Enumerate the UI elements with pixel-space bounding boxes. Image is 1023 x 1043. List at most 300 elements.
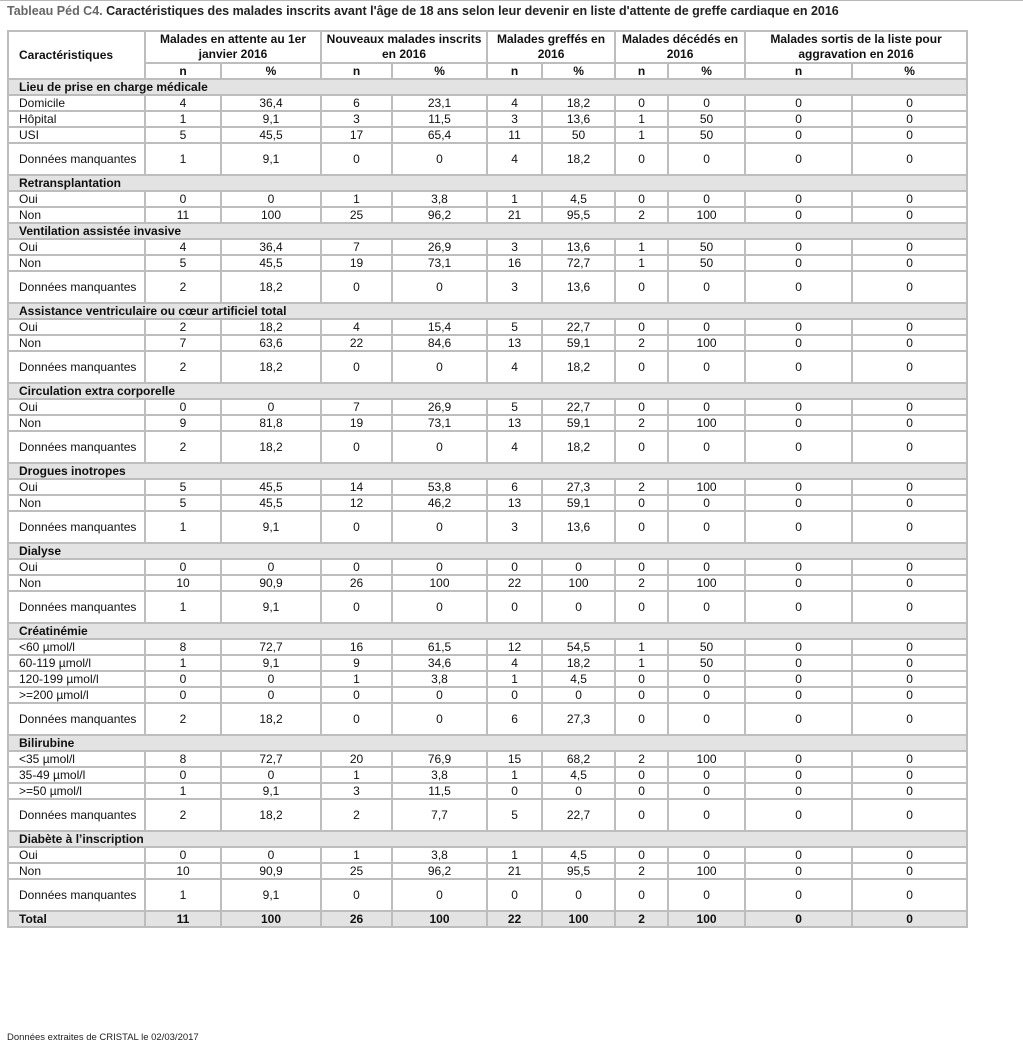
subheader-percent: % — [392, 63, 487, 79]
header-group: Nouveaux malades inscrits en 2016 — [321, 31, 487, 63]
section-title: Dialyse — [8, 543, 967, 559]
cell-n: 5 — [145, 479, 221, 495]
cell-n: 3 — [321, 783, 392, 799]
cell-percent: 18,2 — [221, 431, 321, 463]
cell-n: 0 — [745, 271, 852, 303]
row-label: Non — [8, 575, 145, 591]
cell-percent: 59,1 — [542, 495, 615, 511]
cell-percent: 50 — [668, 111, 745, 127]
cell-percent: 81,8 — [221, 415, 321, 431]
section-title: Créatinémie — [8, 623, 967, 639]
cell-percent: 100 — [668, 479, 745, 495]
cell-n: 4 — [487, 351, 542, 383]
cell-percent: 0 — [668, 847, 745, 863]
cell-n: 16 — [321, 639, 392, 655]
cell-n: 0 — [745, 847, 852, 863]
cell-n: 0 — [615, 191, 668, 207]
row-label: Données manquantes — [8, 591, 145, 623]
cell-n: 2 — [321, 799, 392, 831]
cell-n: 7 — [321, 239, 392, 255]
footer-note: Données extraites de CRISTAL le 02/03/2017 — [7, 1032, 199, 1043]
cell-n: 3 — [487, 511, 542, 543]
cell-percent: 9,1 — [221, 591, 321, 623]
cell-n: 0 — [615, 511, 668, 543]
cell-percent: 18,2 — [542, 431, 615, 463]
cell-n: 0 — [745, 879, 852, 911]
cell-percent: 95,5 — [542, 863, 615, 879]
table-row — [8, 431, 967, 463]
cell-percent: 0 — [668, 399, 745, 415]
cell-n: 0 — [745, 319, 852, 335]
table-row — [8, 111, 967, 127]
table-row — [8, 671, 967, 687]
row-label: 120-199 µmol/l — [8, 671, 145, 687]
cell-percent: 90,9 — [221, 575, 321, 591]
cell-n: 0 — [745, 207, 852, 223]
cell-percent: 0 — [852, 255, 967, 271]
cell-n: 1 — [321, 767, 392, 783]
cell-n: 8 — [145, 751, 221, 767]
cell-percent: 0 — [221, 671, 321, 687]
cell-percent: 100 — [668, 863, 745, 879]
cell-percent: 0 — [852, 127, 967, 143]
cell-n: 0 — [487, 687, 542, 703]
cell-percent: 0 — [852, 351, 967, 383]
cell-n: 0 — [145, 559, 221, 575]
cell-percent: 0 — [668, 591, 745, 623]
cell-percent: 0 — [668, 431, 745, 463]
row-label: 35-49 µmol/l — [8, 767, 145, 783]
cell-n: 2 — [615, 415, 668, 431]
cell-n: 0 — [615, 703, 668, 735]
cell-n: 22 — [321, 335, 392, 351]
cell-percent: 0 — [221, 687, 321, 703]
cell-n: 11 — [145, 207, 221, 223]
table-row — [8, 591, 967, 623]
table-row — [8, 271, 967, 303]
cell-percent: 4,5 — [542, 767, 615, 783]
row-label: 60-119 µmol/l — [8, 655, 145, 671]
cell-n: 7 — [145, 335, 221, 351]
cell-percent: 0 — [852, 399, 967, 415]
cell-n: 1 — [487, 847, 542, 863]
cell-n: 1 — [321, 847, 392, 863]
table-row — [8, 239, 967, 255]
cell-percent: 0 — [668, 687, 745, 703]
cell-percent: 0 — [392, 143, 487, 175]
cell-percent: 18,2 — [542, 351, 615, 383]
cell-percent: 13,6 — [542, 271, 615, 303]
cell-n: 4 — [487, 431, 542, 463]
table-title — [7, 4, 839, 18]
cell-n: 9 — [145, 415, 221, 431]
row-label: Non — [8, 335, 145, 351]
table-row — [8, 783, 967, 799]
cell-n: 0 — [745, 783, 852, 799]
cell-n: 0 — [487, 559, 542, 575]
cell-percent: 0 — [668, 143, 745, 175]
cell-percent: 36,4 — [221, 95, 321, 111]
cell-n: 0 — [321, 143, 392, 175]
cell-percent: 0 — [668, 879, 745, 911]
table-row — [8, 127, 967, 143]
cell-percent: 0 — [668, 783, 745, 799]
cell-percent: 0 — [852, 639, 967, 655]
cell-percent: 46,2 — [392, 495, 487, 511]
cell-n: 0 — [745, 671, 852, 687]
cell-percent: 0 — [668, 95, 745, 111]
cell-percent: 18,2 — [542, 143, 615, 175]
cell-n: 0 — [745, 255, 852, 271]
row-label: Oui — [8, 319, 145, 335]
total-n: 22 — [487, 911, 542, 927]
cell-percent: 59,1 — [542, 335, 615, 351]
row-label: Hôpital — [8, 111, 145, 127]
cell-n: 2 — [615, 575, 668, 591]
cell-percent: 18,2 — [221, 703, 321, 735]
cell-percent: 0 — [392, 271, 487, 303]
cell-n: 0 — [615, 879, 668, 911]
cell-n: 0 — [321, 703, 392, 735]
cell-n: 0 — [615, 847, 668, 863]
subheader-n: n — [745, 63, 852, 79]
cell-percent: 59,1 — [542, 415, 615, 431]
cell-percent: 0 — [852, 671, 967, 687]
cell-percent: 9,1 — [221, 143, 321, 175]
cell-n: 0 — [745, 703, 852, 735]
cell-percent: 13,6 — [542, 111, 615, 127]
row-label: Non — [8, 207, 145, 223]
row-label: Domicile — [8, 95, 145, 111]
cell-percent: 0 — [392, 879, 487, 911]
cell-n: 0 — [745, 575, 852, 591]
cell-n: 0 — [745, 191, 852, 207]
cell-n: 19 — [321, 255, 392, 271]
cell-percent: 13,6 — [542, 511, 615, 543]
cell-percent: 0 — [392, 559, 487, 575]
cell-n: 0 — [321, 559, 392, 575]
row-label: >=50 µmol/l — [8, 783, 145, 799]
cell-percent: 96,2 — [392, 863, 487, 879]
table-row — [8, 415, 967, 431]
section-title: Drogues inotropes — [8, 463, 967, 479]
cell-n: 2 — [145, 431, 221, 463]
cell-percent: 0 — [852, 655, 967, 671]
cell-n: 1 — [145, 111, 221, 127]
table-row — [8, 847, 967, 863]
cell-percent: 76,9 — [392, 751, 487, 767]
subheader-percent: % — [221, 63, 321, 79]
cell-percent: 34,6 — [392, 655, 487, 671]
table-row — [8, 751, 967, 767]
cell-n: 1 — [615, 239, 668, 255]
cell-n: 25 — [321, 863, 392, 879]
table-row — [8, 559, 967, 575]
table-row — [8, 495, 967, 511]
cell-n: 2 — [615, 335, 668, 351]
cell-n: 1 — [487, 767, 542, 783]
section-header-row — [8, 175, 967, 191]
table-row — [8, 511, 967, 543]
row-label: Oui — [8, 399, 145, 415]
cell-n: 0 — [615, 783, 668, 799]
cell-percent: 0 — [852, 143, 967, 175]
cell-percent: 54,5 — [542, 639, 615, 655]
cell-n: 0 — [615, 495, 668, 511]
cell-percent: 0 — [852, 559, 967, 575]
table-row — [8, 319, 967, 335]
cell-percent: 26,9 — [392, 399, 487, 415]
cell-percent: 0 — [852, 863, 967, 879]
cell-percent: 22,7 — [542, 319, 615, 335]
cell-n: 0 — [745, 767, 852, 783]
cell-n: 2 — [145, 703, 221, 735]
cell-n: 0 — [615, 431, 668, 463]
cell-n: 0 — [321, 879, 392, 911]
cell-n: 1 — [321, 191, 392, 207]
section-header-row — [8, 463, 967, 479]
total-label: Total — [8, 911, 145, 927]
cell-percent: 50 — [668, 639, 745, 655]
cell-percent: 9,1 — [221, 655, 321, 671]
cell-percent: 18,2 — [542, 655, 615, 671]
cell-n: 4 — [487, 655, 542, 671]
section-header-row — [8, 79, 967, 95]
table-row — [8, 399, 967, 415]
cell-n: 2 — [615, 751, 668, 767]
table-row — [8, 767, 967, 783]
cell-percent: 0 — [668, 191, 745, 207]
cell-percent: 100 — [668, 751, 745, 767]
cell-n: 5 — [145, 495, 221, 511]
cell-n: 1 — [615, 255, 668, 271]
row-label: Non — [8, 255, 145, 271]
table-row — [8, 575, 967, 591]
cell-percent: 0 — [542, 879, 615, 911]
cell-percent: 18,2 — [221, 271, 321, 303]
header-group: Malades greffés en 2016 — [487, 31, 615, 63]
section-header-row — [8, 623, 967, 639]
cell-percent: 18,2 — [221, 799, 321, 831]
cell-n: 2 — [145, 799, 221, 831]
cell-n: 0 — [145, 671, 221, 687]
cell-percent: 11,5 — [392, 783, 487, 799]
cell-n: 13 — [487, 495, 542, 511]
cell-percent: 95,5 — [542, 207, 615, 223]
cell-percent: 72,7 — [221, 639, 321, 655]
subheader-row — [8, 63, 967, 79]
cell-n: 19 — [321, 415, 392, 431]
cell-n: 0 — [745, 239, 852, 255]
cell-percent: 18,2 — [221, 351, 321, 383]
section-header-row — [8, 303, 967, 319]
cell-percent: 84,6 — [392, 335, 487, 351]
cell-percent: 18,2 — [542, 95, 615, 111]
row-label: Oui — [8, 559, 145, 575]
table-row — [8, 255, 967, 271]
cell-n: 20 — [321, 751, 392, 767]
cell-n: 0 — [615, 143, 668, 175]
cell-percent: 0 — [852, 431, 967, 463]
section-title: Bilirubine — [8, 735, 967, 751]
row-label: Non — [8, 863, 145, 879]
total-percent: 0 — [852, 911, 967, 927]
cell-n: 5 — [145, 127, 221, 143]
characteristics-table — [7, 30, 968, 928]
cell-percent: 3,8 — [392, 671, 487, 687]
cell-percent: 65,4 — [392, 127, 487, 143]
cell-n: 0 — [745, 591, 852, 623]
cell-percent: 0 — [542, 783, 615, 799]
cell-n: 13 — [487, 415, 542, 431]
total-percent: 100 — [392, 911, 487, 927]
section-title: Lieu de prise en charge médicale — [8, 79, 967, 95]
cell-n: 12 — [321, 495, 392, 511]
cell-n: 0 — [321, 511, 392, 543]
cell-percent: 0 — [668, 559, 745, 575]
cell-n: 0 — [745, 127, 852, 143]
cell-n: 5 — [145, 255, 221, 271]
cell-n: 3 — [487, 271, 542, 303]
cell-n: 0 — [745, 687, 852, 703]
cell-n: 15 — [487, 751, 542, 767]
subheader-percent: % — [668, 63, 745, 79]
header-group: Malades sortis de la liste pour aggravation en 2016 — [745, 31, 967, 63]
row-label: Données manquantes — [8, 143, 145, 175]
cell-percent: 3,8 — [392, 191, 487, 207]
cell-percent: 72,7 — [542, 255, 615, 271]
cell-n: 3 — [487, 239, 542, 255]
cell-n: 6 — [487, 479, 542, 495]
cell-n: 6 — [321, 95, 392, 111]
cell-n: 4 — [145, 95, 221, 111]
cell-percent: 0 — [221, 399, 321, 415]
cell-percent: 0 — [542, 687, 615, 703]
cell-n: 16 — [487, 255, 542, 271]
cell-percent: 50 — [668, 255, 745, 271]
cell-n: 26 — [321, 575, 392, 591]
cell-n: 1 — [615, 639, 668, 655]
cell-percent: 50 — [668, 239, 745, 255]
cell-n: 6 — [487, 703, 542, 735]
section-header-row — [8, 543, 967, 559]
cell-n: 2 — [145, 351, 221, 383]
cell-n: 0 — [745, 511, 852, 543]
cell-percent: 9,1 — [221, 879, 321, 911]
total-percent: 100 — [221, 911, 321, 927]
cell-n: 0 — [745, 863, 852, 879]
cell-n: 4 — [145, 239, 221, 255]
cell-percent: 0 — [668, 351, 745, 383]
cell-percent: 100 — [668, 207, 745, 223]
cell-n: 0 — [615, 399, 668, 415]
cell-percent: 0 — [852, 415, 967, 431]
cell-percent: 73,1 — [392, 415, 487, 431]
cell-percent: 100 — [221, 207, 321, 223]
section-header-row — [8, 735, 967, 751]
cell-n: 2 — [615, 479, 668, 495]
cell-percent: 0 — [668, 671, 745, 687]
table-row — [8, 639, 967, 655]
table-row — [8, 207, 967, 223]
subheader-n: n — [615, 63, 668, 79]
cell-percent: 0 — [852, 575, 967, 591]
cell-n: 0 — [321, 351, 392, 383]
table-row — [8, 799, 967, 831]
cell-n: 0 — [615, 767, 668, 783]
cell-n: 0 — [615, 271, 668, 303]
cell-percent: 18,2 — [221, 319, 321, 335]
cell-n: 0 — [487, 783, 542, 799]
cell-percent: 0 — [668, 319, 745, 335]
cell-percent: 100 — [392, 575, 487, 591]
total-row — [8, 911, 967, 927]
cell-n: 0 — [745, 143, 852, 175]
table-row — [8, 143, 967, 175]
cell-percent: 0 — [852, 479, 967, 495]
cell-n: 0 — [615, 95, 668, 111]
cell-percent: 72,7 — [221, 751, 321, 767]
cell-percent: 0 — [852, 335, 967, 351]
table-row — [8, 687, 967, 703]
cell-percent: 50 — [668, 127, 745, 143]
cell-n: 0 — [615, 319, 668, 335]
cell-n: 0 — [745, 799, 852, 831]
cell-percent: 45,5 — [221, 495, 321, 511]
cell-percent: 0 — [221, 191, 321, 207]
cell-percent: 0 — [392, 687, 487, 703]
cell-n: 0 — [615, 559, 668, 575]
cell-percent: 27,3 — [542, 479, 615, 495]
cell-n: 1 — [321, 671, 392, 687]
row-label: <35 µmol/l — [8, 751, 145, 767]
total-n: 0 — [745, 911, 852, 927]
row-label: Données manquantes — [8, 271, 145, 303]
cell-n: 0 — [487, 591, 542, 623]
cell-percent: 0 — [392, 351, 487, 383]
cell-percent: 9,1 — [221, 111, 321, 127]
cell-percent: 0 — [392, 703, 487, 735]
cell-percent: 0 — [852, 239, 967, 255]
cell-n: 0 — [745, 351, 852, 383]
cell-percent: 0 — [668, 799, 745, 831]
cell-percent: 26,9 — [392, 239, 487, 255]
cell-percent: 0 — [852, 751, 967, 767]
cell-percent: 9,1 — [221, 783, 321, 799]
cell-percent: 0 — [852, 319, 967, 335]
section-title: Assistance ventriculaire ou cœur artificiel total — [8, 303, 967, 319]
cell-n: 4 — [487, 95, 542, 111]
table-row — [8, 655, 967, 671]
cell-n: 7 — [321, 399, 392, 415]
cell-percent: 90,9 — [221, 863, 321, 879]
cell-percent: 100 — [668, 575, 745, 591]
cell-n: 1 — [615, 111, 668, 127]
cell-n: 1 — [145, 511, 221, 543]
cell-n: 2 — [145, 271, 221, 303]
row-label: Données manquantes — [8, 511, 145, 543]
cell-percent: 0 — [392, 591, 487, 623]
cell-n: 14 — [321, 479, 392, 495]
cell-percent: 9,1 — [221, 511, 321, 543]
cell-percent: 0 — [852, 767, 967, 783]
row-label: Données manquantes — [8, 703, 145, 735]
cell-n: 8 — [145, 639, 221, 655]
total-n: 11 — [145, 911, 221, 927]
row-label: <60 µmol/l — [8, 639, 145, 655]
cell-percent: 0 — [542, 591, 615, 623]
cell-n: 4 — [487, 143, 542, 175]
